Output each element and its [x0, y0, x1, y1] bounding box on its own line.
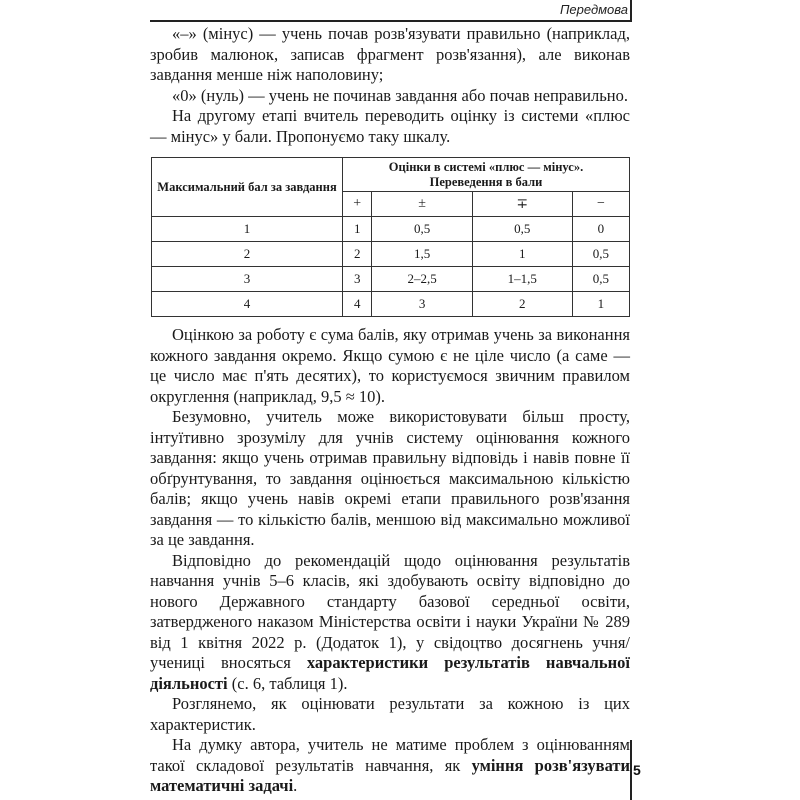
table-cell: 2 [343, 242, 372, 267]
text-span: (с. 6, таблиця 1). [227, 673, 348, 693]
paragraph-minus: «–» (мінус) — учень почав розв'язувати правильно (наприклад, зробив малюнок, записав фрагмент розв'язання), але виконав завдання менше ніж наполовину; [150, 24, 630, 84]
table-cell: 1–1,5 [472, 267, 572, 292]
table-row [152, 267, 630, 292]
paragraph-sum: Оцінкою за роботу є сума балів, яку отримав учень за виконання кожного завдання окремо. Якщо сумою є не ціле число (а саме — це число має п'ять десятих), то користуємося звичним правилом округлення (наприклад, 9,5 ≈ 10). [150, 325, 630, 406]
table-row [152, 292, 630, 317]
table-cell: 0,5 [472, 217, 572, 242]
footer-vertical-rule [630, 740, 632, 800]
sub-header-minus-plus: ∓ [472, 192, 572, 217]
table-cell: 1 [343, 217, 372, 242]
table-cell: 2 [152, 242, 343, 267]
paragraph-simple-system: Безумовно, учитель може використовувати більш просту, інтуїтивно зрозумілу для учнів систему оцінювання кожного завдання: якщо учень отримав правильну відповідь і навів повне її обґрунтування, то завдання оцінюється максимальною кількістю балів; якщо учень навів окремі етапи правильного розв'язання завдання — то кількістю балів, меншою від максимально можливої за це завдання. [150, 407, 630, 549]
text-span: Відповідно до рекомендацій щодо оцінювання результатів навчання учнів 5–6 класів, які здобувають освіту відповідно до нового Державного стандарту базової середньої освіти, затвердженого наказом Міністерства освіти і науки України № 289 від 1 квітня 2022 р. (Додаток 1), у свідоцтво досягнень учня/учениці вносяться [150, 550, 630, 672]
group-header-line1: Оцінки в системі «плюс — мінус». [388, 159, 584, 174]
paragraph-consider: Розглянемо, як оцінювати результати за кожною із цих характеристик. [150, 694, 630, 734]
table-cell: 0,5 [372, 217, 472, 242]
table-cell: 1,5 [372, 242, 472, 267]
text-span: . [293, 776, 298, 795]
paragraph-recommendations [150, 551, 630, 695]
sub-header-plus-minus: ± [372, 192, 472, 217]
page-number: 5 [633, 762, 641, 778]
table-row [152, 242, 630, 267]
table-cell: 1 [152, 217, 343, 242]
table-cell: 0,5 [572, 242, 629, 267]
table-cell: 0 [572, 217, 629, 242]
group-header [343, 158, 630, 192]
group-header-line2: Переведення в бали [429, 174, 543, 189]
header-vertical-rule [630, 0, 632, 22]
table-cell: 3 [343, 267, 372, 292]
table-cell: 3 [152, 267, 343, 292]
page-content [150, 24, 630, 797]
bold-term: характеристики результатів навчальної діяльності [150, 653, 630, 693]
table-cell: 2 [472, 292, 572, 317]
paragraph-zero: «0» (нуль) — учень не починав завдання або почав неправильно. [172, 85, 628, 105]
running-header: Передмова [560, 2, 629, 17]
paragraph-scale-intro: На другому етапі вчитель переводить оцінку із системи «плюс — мінус» у бали. Пропонуємо таку шкалу. [150, 106, 630, 146]
sub-header-minus: − [572, 192, 629, 217]
table-row [152, 217, 630, 242]
table-cell: 1 [572, 292, 629, 317]
grading-scale-table [151, 157, 630, 317]
table-cell: 0,5 [572, 267, 629, 292]
table-cell: 2–2,5 [372, 267, 472, 292]
header-rule [150, 20, 630, 22]
text-span: На думку автора, учитель не матиме проблем з оцінюванням такої складової результатів навчання, як [150, 735, 630, 775]
col-max-score-header: Максимальний бал за завдання [152, 158, 343, 217]
table-cell: 3 [372, 292, 472, 317]
table-cell: 4 [152, 292, 343, 317]
table-cell: 1 [472, 242, 572, 267]
table-cell: 4 [343, 292, 372, 317]
bold-term: уміння розв'язувати математичні задачі [150, 755, 631, 795]
sub-header-plus: + [343, 192, 372, 217]
paragraph-author-opinion [150, 735, 630, 797]
